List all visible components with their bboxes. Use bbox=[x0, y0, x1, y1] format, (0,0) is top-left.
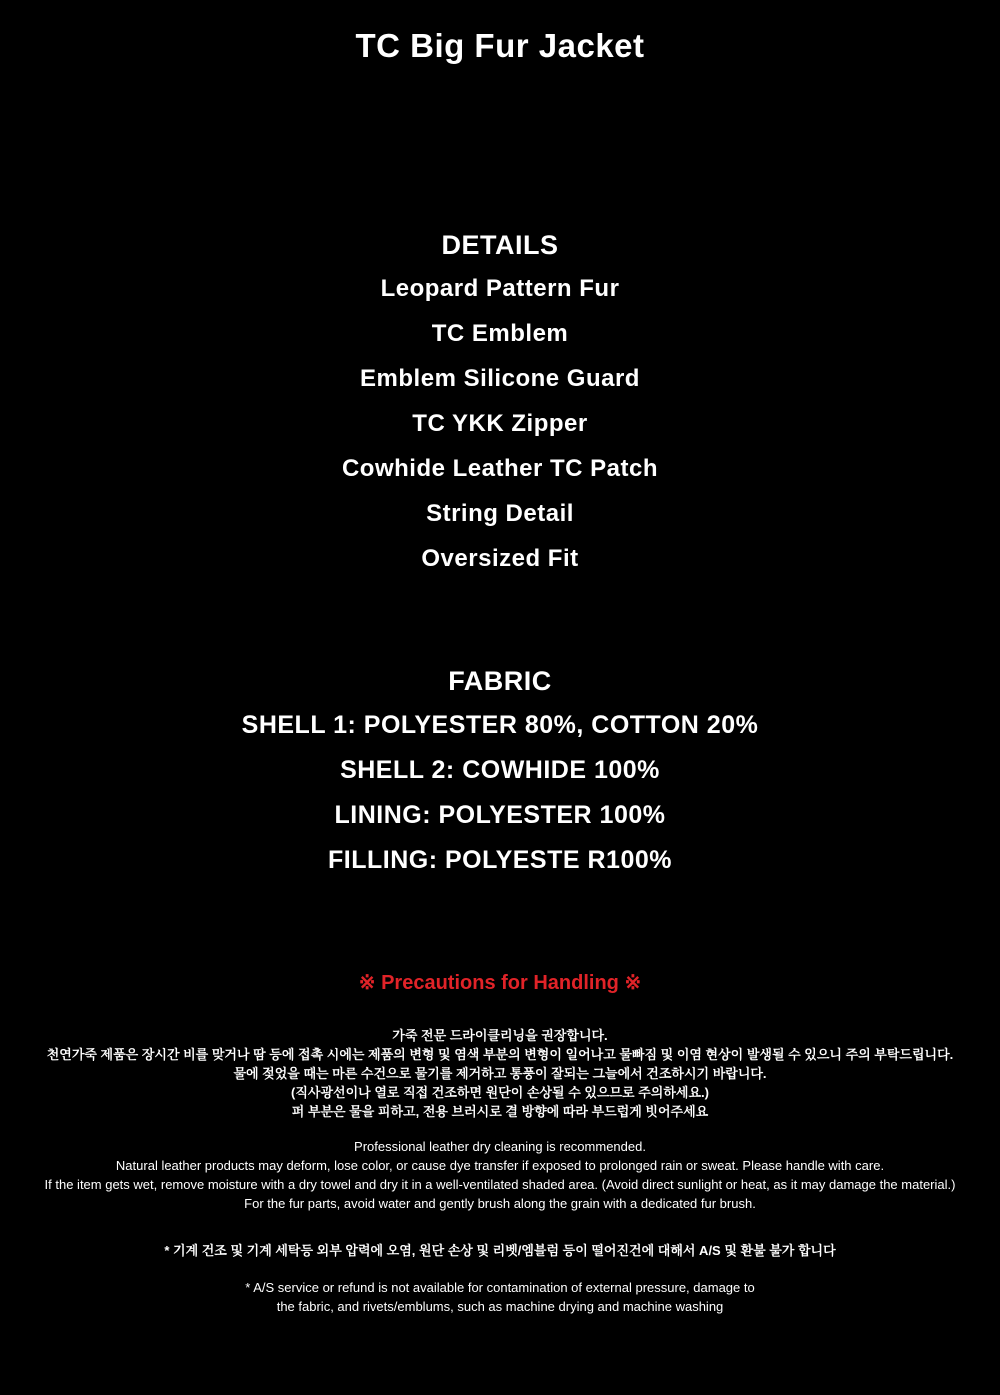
korean-care-line: (직사광선이나 열로 직접 건조하면 원단이 손상될 수 있으므로 주의하세요.) bbox=[291, 1085, 709, 1100]
as-policy-korean bbox=[0, 1242, 1000, 1260]
fabric-item-shell2: SHELL 2: COWHIDE 100% bbox=[340, 756, 660, 784]
details-list bbox=[0, 274, 1000, 574]
fabric-item-filling: FILLING: POLYESTE R100% bbox=[328, 846, 672, 874]
korean-as-note-line: * 기계 건조 및 기계 세탁등 외부 압력에 오염, 원단 손상 및 리벳/엠블럼 등이 떨어진건에 대해서 A/S 및 환불 불가 합니다 bbox=[164, 1243, 836, 1258]
as-policy-english bbox=[0, 1278, 1000, 1316]
fabric-list bbox=[0, 710, 1000, 875]
korean-care-line: 가죽 전문 드라이클리닝을 권장합니다. bbox=[392, 1028, 608, 1043]
fabric-heading: FABRIC bbox=[448, 666, 552, 696]
care-instructions-korean bbox=[0, 1026, 1000, 1121]
detail-item-silicone-guard: Emblem Silicone Guard bbox=[360, 365, 640, 392]
korean-care-line: 물에 젖었을 때는 마른 수건으로 물기를 제거하고 통풍이 잘되는 그늘에서 건조하시기 바랍니다. bbox=[233, 1066, 767, 1081]
detail-item-leather-patch: Cowhide Leather TC Patch bbox=[341, 455, 659, 482]
korean-care-line: 퍼 부분은 물을 피하고, 전용 브러시로 결 방향에 따라 부드럽게 빗어주세요 bbox=[291, 1104, 709, 1119]
details-heading: DETAILS bbox=[441, 230, 559, 260]
detail-item-leopard-fur: Leopard Pattern Fur bbox=[380, 275, 620, 302]
english-care-line: For the fur parts, avoid water and gently brush along the grain with a dedicated fur brush. bbox=[244, 1196, 756, 1211]
precautions-heading: ※ Precautions for Handling ※ bbox=[358, 972, 642, 994]
english-care-line: Natural leather products may deform, lose color, or cause dye transfer if exposed to prolonged rain or sweat. Please handle with care. bbox=[115, 1158, 885, 1173]
detail-item-ykk-zipper: TC YKK Zipper bbox=[412, 410, 588, 437]
care-instructions-english bbox=[0, 1137, 1000, 1213]
detail-item-string-detail: String Detail bbox=[426, 500, 574, 527]
english-as-note-line: the fabric, and rivets/emblums, such as machine drying and machine washing bbox=[276, 1299, 724, 1314]
fabric-item-lining: LINING: POLYESTER 100% bbox=[334, 801, 666, 829]
product-title: TC Big Fur Jacket bbox=[355, 27, 645, 64]
english-care-line: If the item gets wet, remove moisture with a dry towel and dry it in a well-ventilated shaded area. (Avoid direct sunlight or heat, as it may damage the material.) bbox=[44, 1177, 956, 1192]
korean-care-line: 천연가죽 제품은 장시간 비를 맞거나 땀 등에 접촉 시에는 제품의 변형 및 염색 부분의 변형이 일어나고 물빠짐 및 이염 현상이 발생될 수 있으니 주의 부탁드립니다. bbox=[46, 1047, 954, 1062]
detail-item-oversized-fit: Oversized Fit bbox=[421, 545, 579, 572]
english-as-note-line: * A/S service or refund is not available for contamination of external pressure, damage to bbox=[245, 1280, 755, 1295]
english-care-line: Professional leather dry cleaning is recommended. bbox=[354, 1139, 646, 1154]
fabric-item-shell1: SHELL 1: POLYESTER 80%, COTTON 20% bbox=[241, 711, 759, 739]
detail-item-tc-emblem: TC Emblem bbox=[431, 320, 569, 347]
